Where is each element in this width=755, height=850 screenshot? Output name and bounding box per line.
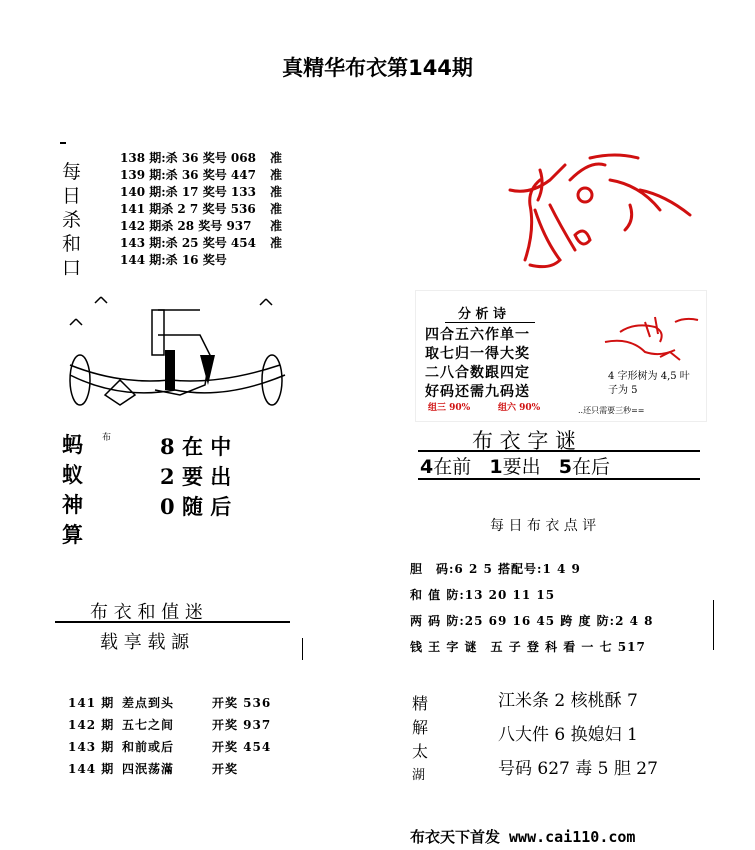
poem-line: 取七归一得大奖: [425, 346, 530, 362]
side-char: 每: [62, 161, 82, 183]
side-char: 湖: [412, 768, 426, 783]
poem-title: 分 析 诗: [458, 307, 507, 322]
jingjie-lines: [498, 684, 658, 786]
hezhi-side-rule: [302, 638, 303, 660]
side-char: 解: [412, 718, 429, 737]
hezhi-row: 141 期 差点到头 开奖 536: [68, 696, 272, 710]
kill-row: 139 期:杀 36 奖号 447 准: [120, 168, 283, 182]
red-calligraphy-image: [490, 150, 705, 280]
poem-line: 四合五六作单一: [425, 327, 530, 343]
side-char: 太: [412, 742, 429, 761]
review-line: 和 值 防:13 20 11 15: [410, 588, 556, 602]
review-line: 钱 王 字 谜 五 子 登 科 看 一 七 517: [410, 640, 646, 654]
side-char: 日: [62, 185, 82, 207]
jingjie-line: 号码 627 毒 5 胆 27: [498, 759, 658, 779]
kill-row: 141 期杀 2 7 奖号 536 准: [120, 202, 283, 216]
tree-note: 4 字形树为 4,5 叶 子为 5: [608, 371, 690, 396]
side-char: 精: [412, 694, 429, 713]
small-label: 布: [102, 433, 112, 443]
hezhi-row: 144 期 四泯荡滿 开奖: [68, 762, 239, 776]
poem-title-underline: [445, 322, 535, 323]
review-side-rule: [713, 600, 714, 650]
hezhi-row: 143 期 和前或后 开奖 454: [68, 740, 272, 754]
mayi-side-title: [62, 430, 90, 550]
mayi-lines: [160, 432, 231, 522]
kill-row: 142 期杀 28 奖号 937 准: [120, 219, 283, 233]
review-lines: [410, 556, 653, 660]
mayi-line: 2 要 出: [160, 464, 232, 489]
poem-line: 好码还需九码送: [425, 384, 530, 400]
red-tree-drawing: [600, 312, 705, 367]
riddle-rule-bottom: [418, 478, 700, 480]
poem-line: 二八合数跟四定: [425, 365, 530, 381]
footer-text: 布衣天下首发 www.cai110.com: [410, 828, 636, 846]
corner-mark: [60, 142, 66, 148]
kill-row: 140 期:杀 17 奖号 133 准: [120, 185, 283, 199]
side-char: 神: [62, 492, 83, 517]
poem-lines: [425, 326, 530, 402]
hezhi-title: 布 衣 和 值 迷: [90, 602, 203, 623]
kill-row: 138 期:杀 36 奖号 068 准: [120, 151, 283, 165]
review-line: 胆 码:6 2 5 搭配号:1 4 9: [410, 562, 581, 576]
hezhi-subtitle: 载 享 载 謜: [100, 632, 190, 653]
jingjie-line: 八大件 6 换媳妇 1: [498, 725, 638, 745]
poem-red-note: 组三 90%: [428, 403, 471, 413]
jingjie-side-title: [412, 692, 428, 788]
kill-row: 143 期:杀 25 奖号 454 准: [120, 236, 283, 250]
kill-row: 144 期:杀 16 奖号: [120, 253, 227, 267]
hezhi-rule: [55, 621, 290, 623]
mayi-line: 0 随 后: [160, 494, 232, 519]
page-title: 真精华布衣第144期: [282, 56, 473, 80]
review-title: 每 日 布 衣 点 评: [490, 518, 597, 534]
side-char: 杀: [62, 209, 82, 231]
side-char: 和: [62, 233, 82, 255]
riddle-items: 4在前 1要出 5在后: [420, 456, 610, 478]
jingjie-line: 江米条 2 核桃酥 7: [498, 691, 638, 711]
side-char: 算: [62, 522, 83, 547]
hezhi-row: 142 期 五七之间 开奖 937: [68, 718, 272, 732]
kill-side-title: [62, 160, 86, 278]
ornament-drawing: [60, 295, 300, 410]
poem-red-note: 组六 90%: [498, 403, 541, 413]
small-note: ..还只需要三秒==: [578, 406, 645, 415]
kill-list: [120, 150, 300, 269]
review-line: 两 码 防:25 69 16 45 跨 度 防:2 4 8: [410, 614, 654, 628]
side-char: 蚂: [62, 432, 83, 457]
side-char: 蚁: [62, 462, 83, 487]
side-char: 口: [62, 257, 82, 278]
hezhi-table: [68, 692, 271, 780]
mayi-line: 8 在 中: [160, 434, 232, 459]
riddle-title: 布 衣 字 谜: [472, 429, 577, 453]
